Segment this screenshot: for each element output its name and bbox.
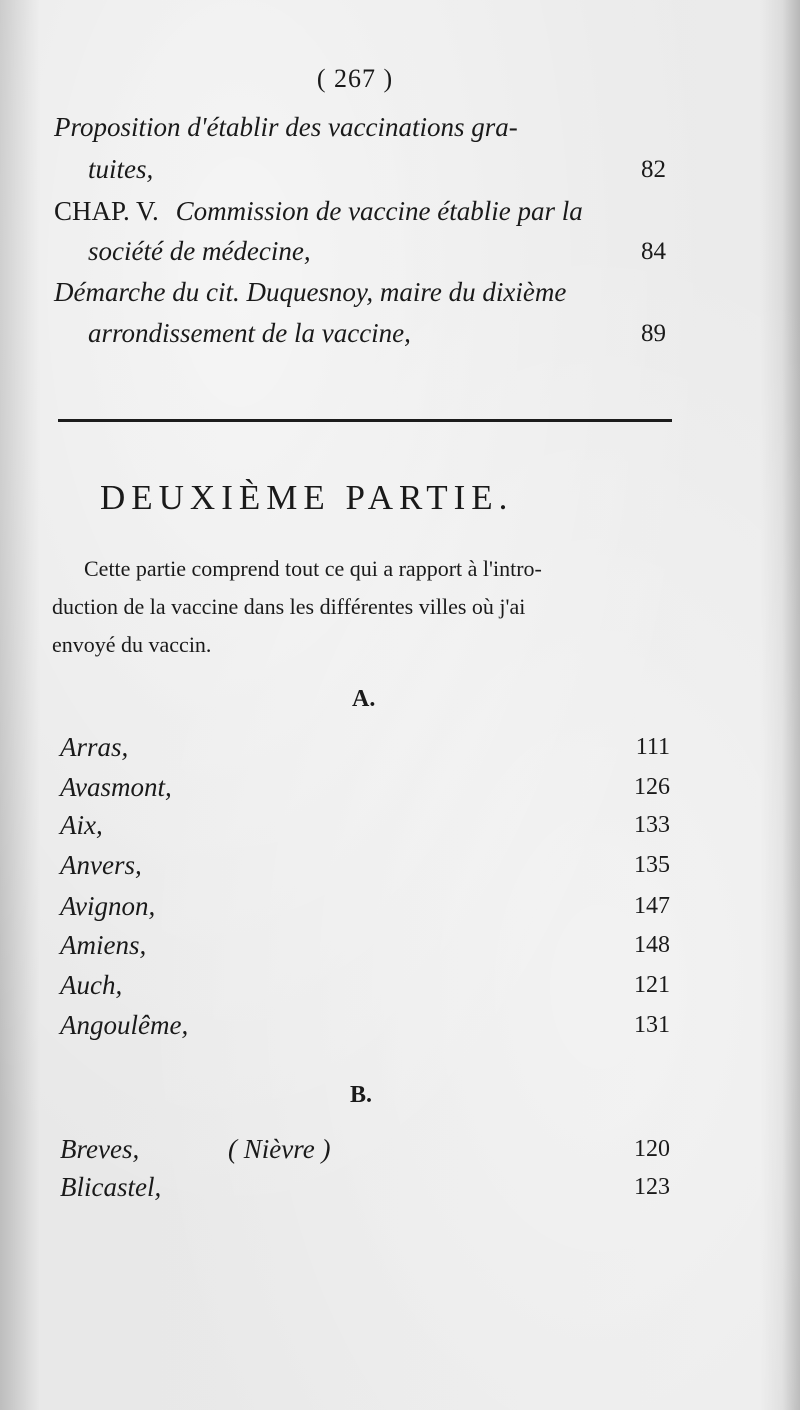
index-entry-name: Blicastel, — [60, 1172, 162, 1202]
intro-line-2: duction de la vaccine dans les différentes villes où j'ai — [52, 594, 526, 619]
toc-line-arrondissement: arrondissement de la vaccine, — [88, 318, 411, 348]
index-entry-name: Auch, — [60, 970, 123, 1000]
index-entry-name: Avignon, — [60, 891, 156, 921]
toc-page-84: 84 — [641, 238, 666, 265]
index-letter-b: B. — [350, 1082, 373, 1108]
index-entry-name: Anvers, — [60, 850, 142, 880]
index-entry-name: Breves, — [60, 1134, 140, 1164]
index-entry-note: ( Nièvre ) — [228, 1134, 331, 1164]
toc-page-82: 82 — [641, 156, 666, 183]
index-entry-page: 121 — [634, 972, 670, 998]
index-entry-page: 147 — [634, 893, 670, 919]
index-entry-name: Amiens, — [60, 930, 147, 960]
toc-line-demarche: Démarche du cit. Duquesnoy, maire du dixième — [54, 277, 567, 307]
index-entry-page: 131 — [634, 1012, 670, 1038]
page-number: ( 267 ) — [316, 64, 394, 93]
section-divider-rule — [58, 419, 672, 422]
index-entry-page: 133 — [634, 812, 670, 838]
index-entry-page: 126 — [634, 774, 670, 800]
toc-line-chapter — [54, 196, 583, 227]
toc-line-proposition: Proposition d'établir des vaccinations gra- — [54, 112, 518, 142]
index-entry-name: Angoulême, — [60, 1010, 189, 1040]
index-entry-page: 120 — [634, 1136, 670, 1162]
toc-line-societe: société de médecine, — [88, 236, 311, 266]
toc-page-89: 89 — [641, 320, 666, 347]
page-edge-shadow — [782, 0, 800, 1410]
index-entry-name: Avasmont, — [60, 772, 172, 802]
index-entry-page: 148 — [634, 932, 670, 958]
section-title: DEUXIÈME PARTIE. — [100, 478, 514, 517]
index-entry-name: Aix, — [60, 810, 103, 840]
index-entry-page: 135 — [634, 852, 670, 878]
chapter-title: Commission de vaccine établie par la — [175, 196, 583, 226]
index-entry-page: 123 — [634, 1174, 670, 1200]
chapter-label: CHAP. V. — [54, 196, 159, 226]
index-entry-name: Arras, — [60, 732, 129, 762]
intro-line-1: Cette partie comprend tout ce qui a rapport à l'intro- — [84, 556, 542, 581]
index-letter-a: A. — [352, 686, 376, 712]
toc-line-gratuites: tuites, — [88, 154, 154, 184]
index-entry-page: 111 — [635, 734, 670, 760]
intro-line-3: envoyé du vaccin. — [52, 632, 212, 657]
